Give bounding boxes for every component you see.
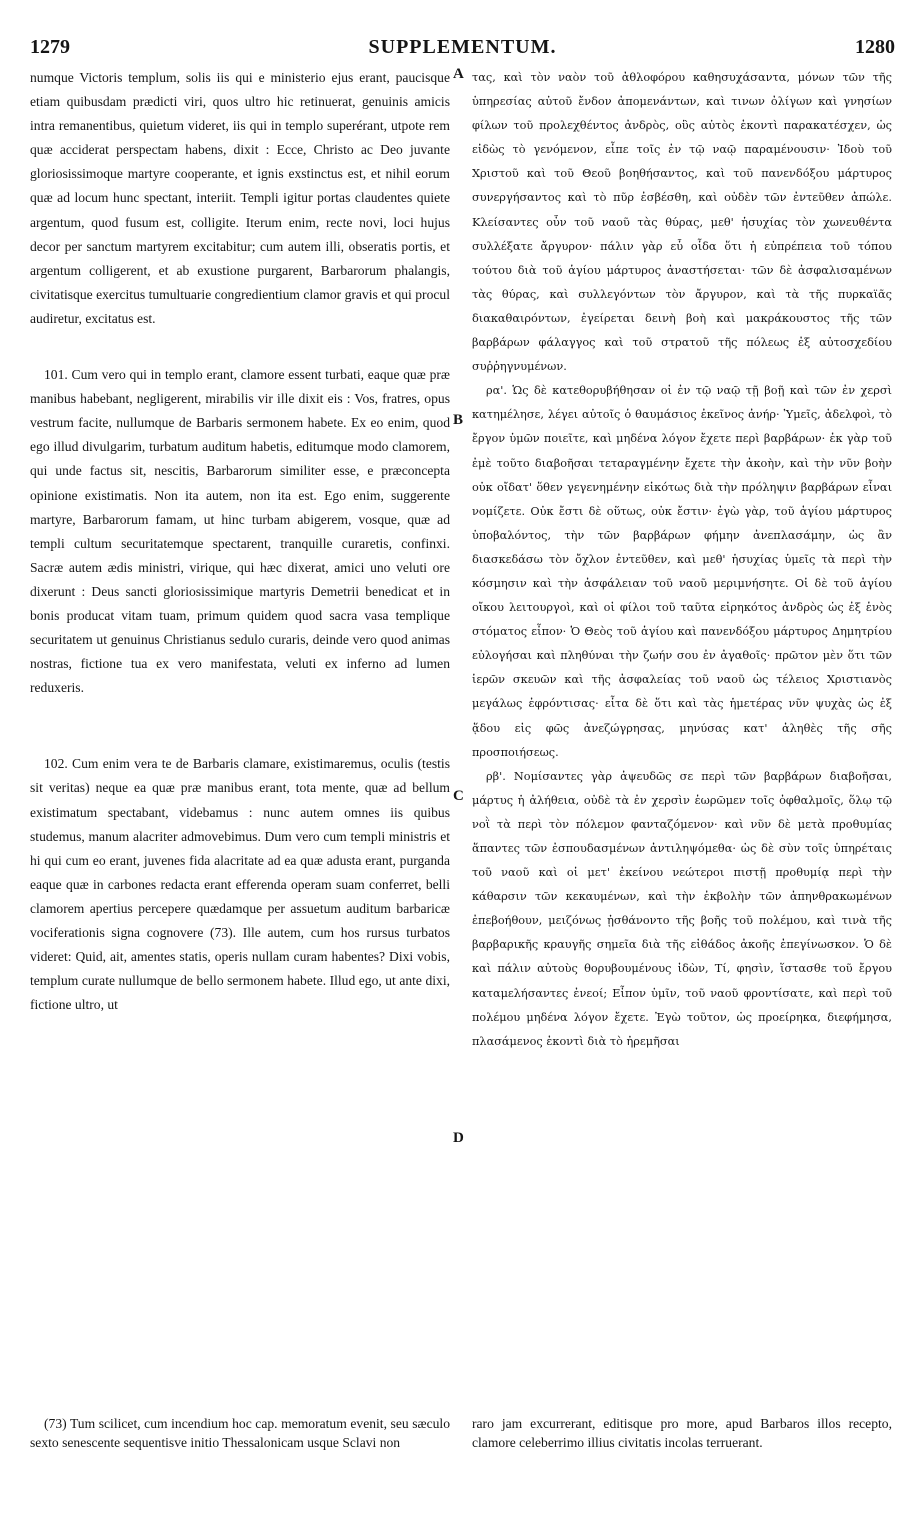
greek-column bbox=[472, 66, 892, 1054]
section-marker-a: A bbox=[453, 66, 464, 82]
footnote-73: (73) Tum scilicet, cum incendium hoc cap. memoratum evenit, seu sæculo sexto senescente sequentisve initio Thessalonicam usque Sclavi non bbox=[30, 1416, 450, 1450]
page-number-left: 1279 bbox=[30, 36, 70, 58]
latin-paragraph-101: 101. Cum vero qui in templo erant, clamore essent turbati, eaque quæ præ manibus habebant, negligerent, mirabilis vir ille dixit eis : Vos, fratres, opus vestrum facite, nullumque de Barbaris sermonem habete. Ex eo enim, quod ego illud divulgarim, turbatum auditum habetis, editumque modo clamorem, qui unde factus sit, nescitis, Barbarorum similiter esse, e præconcepta opinione existimatis. Non ita autem, non ita est. Ego enim, suggerente martyre, Barbarorum famam, ut hinc turbam abigerem, vosque, quæ ad templi cultum securitatemque spectarent, tranquille curaretis, confinxi. Sacræ autem ædis ministri, virique, qui hæc dixerat, amici uno veluti ore dixerunt : Deus sancti gloriosissimique martyris Demetrii benedicat et in bonis producat vitam tuam, primum quidem quod sacra vasa templique securitatem ut genuinus Christianus sedulo curaris, deinde vero quod animas nostras, fictione tua ex vero manifestata, veluti ex inferno ad lumen reduxeris. bbox=[30, 367, 450, 696]
footnote-73-continued: raro jam excurrerant, editisque pro more, apud Barbaros illos recepto, clamore celeberrimo illius civitatis incolas terruerant. bbox=[472, 1416, 892, 1450]
greek-paragraph-100: τας, καὶ τὸν ναὸν τοῦ ἀθλοφόρου καθησυχάσαντα, μόνων τῶν τῆς ὑπηρεσίας αὐτοῦ ἔνδον ἀπομενάντων, καὶ τινων ὀλίγων καὶ γνησίων φίλων τοῦ προλεχθέντος ἀνδρὸς, οὓς αὐτὸς ἑκοντὶ παρακατέσχεν, ὡς εἰδὼς τὸ γενόμενον, εἶπε τοῖς ἐν τῷ ναῷ παραμένουσιν· Ἰδοὺ τοῦ Χριστοῦ καὶ τοῦ Θεοῦ βοηθήσαντος, καὶ τοῦ πανενδόξου μάρτυρος συνεργήσαντος καὶ τὸ πῦρ ἐσβέσθη, καὶ οὐδὲν τῶν ἐντεῦθεν ἀπώλε. Κλείσαντες οὖν τοῦ ναοῦ τὰς θύρας, μεθ' ἡσυχίας τὸν χωνευθέντα συλλέξατε ἄργυρον· πάλιν γὰρ εὖ οἶδα ὅτι ἡ εὐπρέπεια τοῦ τόπου τούτου διὰ τοῦ ἁγίου μάρτυρος ἀναστήσεται· τῶν δὲ ἀσφαλισαμένων τὰς θύρας, καὶ συλλεγόντων τὸν ἄργυρον, καὶ τὰ τῆς πυρκαϊᾶς διακαθαιρόντων, ἐγείρεται δεινὴ βοὴ καὶ μακράκουστος τῆς τῶν βαρβάρων φάλαγγος καὶ τοῦ στρατοῦ τῆς πόλεως ἐξ αὐτοσχεδίου συῤῥηγνυμένων. bbox=[472, 71, 892, 374]
page-header bbox=[30, 36, 895, 62]
section-marker-d: D bbox=[453, 1130, 464, 1146]
latin-paragraph-100: numque Victoris templum, solis iis qui e ministerio ejus erant, paucisque etiam quibusdam prædicti viri, quos ultro hic retinuerat, genuinis amicis intra remanentibus, quietum videret, iis qui in templo superérant, utpote rem quæ acciderat perspectam habens, dixit : Ecce, Christo ac Deo juvante gloriosissimoque martyre cooperante, et ignis exstinctus est, et nihil eorum quæ ad locum hunc spectant, interiit. Templi igitur portas claudentes quiete argentum, quod fusum est, colligite. Iterum enim, recte novi, loci hujus decor per sanctum martyrem excitabitur; cum autem illi, obseratis portis, et argentum colligerent, et ab exustione purgarent, Barbarorum phalangis, civitatisque exercitus tumultuarie congredientium clamor gravis et qui procul audiretur, excitatus est. bbox=[30, 70, 450, 326]
running-title: SUPPLEMENTUM. bbox=[368, 36, 557, 58]
latin-paragraph-102: 102. Cum enim vera te de Barbaris clamare, existimaremus, oculis (testis sit veritas) neque ea quæ præ manibus erant, tota mente, quæ ad bellum existimatum spectabant, videbamus : nunc autem omnes iis quibus studemus, manum alacriter admovebimus. Dum vero cum templi ministris et hi qui cum eo erant, juvenes fida alacritate ad ea quæ adusta erant, purganda eaque quæ in carbones redacta erant efferenda operam suam conferret, belli clamorem apertius percepere quædamque per assuetum auditum barbaricæ vociferationis signa cognovere (73). Ille autem, cum hos rursus turbatos videret: Quid, ait, amentes statis, operis nullam curam habentes? Dixi vobis, templum curate nullumque de bello sermonem habete. Illud ego, ut ante dixi, fictione ultro, ut bbox=[30, 756, 450, 1013]
page-number-right: 1280 bbox=[855, 36, 895, 58]
section-marker-b: B bbox=[453, 412, 464, 428]
section-marker-c: C bbox=[453, 788, 464, 804]
greek-paragraph-101: ρα'. Ὡς δὲ κατεθορυβήθησαν οἱ ἐν τῷ ναῷ τῇ βοῇ καὶ τῶν ἐν χερσὶ κατημέλησε, λέγει αὐτοῖς ὁ θαυμάσιος ἐκεῖνος ἀνήρ· Ὑμεῖς, ἀδελφοὶ, τὸ ἔργον ὑμῶν ποιεῖτε, καὶ μηδένα λόγον ἔχετε περὶ βαρβάρων· ἐκ γὰρ τοῦ ἐμὲ τοῦτο διαβοῆσαι τεταραγμένην ἔχετε τὴν ἀκοὴν, καὶ τὴν νῦν βοὴν οὐκ οἴδατ' ὅθεν γεγενημένην εἰκότως διὰ τὴν πρόληψιν βαρβάρων εἶναι νομίζετε. Οὐκ ἔστι δὲ οὕτως, οὐκ ἔστιν· ἐγὼ γὰρ, τοῦ ἁγίου μάρτυρος ὑποβαλόντος, τὴν τῶν βαρβάρων φήμην ἀνεπλασάμην, ὡς ἂν διασκεδάσω τὸν ὄχλον ἐντεῦθεν, καὶ μεθ' ἡσυχίας ὑμεῖς τὰ περὶ τὴν κόσμησιν καὶ τὴν ἀσφάλειαν τοῦ ναοῦ μεριμνήσητε. Οἱ δὲ τοῦ ἁγίου οἴκου λειτουργοὶ, καὶ οἱ φίλοι τοῦ ταῦτα εἰρηκότος ἀνδρὸς ὡς ἐξ ἑνὸς στόματος εἶπον· Ὁ Θεὸς τοῦ ἁγίου καὶ πανενδόξου μάρτυρος Δημητρίου εὐλογήσαι καὶ πληθύναι τὴν ζωήν σου ἐν ἀγαθοῖς· πρῶτον μὲν ὅτι τῶν ἱερῶν σκευῶν καὶ τῆς ἀσφαλείας τοῦ ναοῦ ὡς τέλειος Χριστιανὸς μεγάλως ἐφρόντισας· εἶτα δὲ ὅτι καὶ τὰς ἡμετέρας νῦν ψυχὰς ὡς ἐξ ᾅδου εἰς φῶς ἀνεζώγρησας, μηνύσας κατ' ἀληθὲς τῆς σῆς προσποιήσεως. bbox=[472, 384, 892, 759]
greek-paragraph-102: ρβ'. Νομίσαντες γὰρ ἀψευδῶς σε περὶ τῶν βαρβάρων διαβοῆσαι, μάρτυς ἡ ἀλήθεια, οὐδὲ τὰ ἐν χερσὶν ἑωρῶμεν τοῖς ὀφθαλμοῖς, ὅλῳ τῷ νοῒ τὰ περὶ τὸν πόλεμον φανταζόμενον· καὶ νῦν δὲ μετὰ προθυμίας ἅπαντες τῶν ἐσπουδασμένων ἀντιληψόμεθα· ὡς δὲ σὺν τοῖς ὑπηρέταις τοῦ ναοῦ καὶ οἱ μετ' ἐκείνου νεώτεροι πιστῇ προθυμίᾳ περὶ τὴν κάθαρσιν τῶν κεκαυμένων, καὶ τὴν ἐκβολὴν τῶν ἀπηνθρακωμένων ἐπεβοήθουν, μειζόνως ᾐσθάνοντο τῆς βοῆς τοῦ πολέμου, καὶ τινὰ τῆς βαρβαρικῆς κραυγῆς σημεῖα διὰ τῆς εἰθάδος ἀκοῆς ἐπεγίνωσκον. Ὁ δὲ καὶ πάλιν αὐτοὺς θορυβουμένους ἰδὼν, Τί, φησὶν, ἵστασθε τοῦ ἔργου καταμελήσαντες ἐνεοί; Εἶπον ὑμῖν, τοῦ ναοῦ φροντίσατε, καὶ περὶ τοῦ πολέμου μηδένα λόγον ἔχετε. Ἐγὼ τοῦτον, ὡς προείρηκα, διεφήμησα, πλασάμενος ἑκοντὶ διὰ τὸ ἠρεμῆσαι bbox=[472, 769, 892, 1048]
footnote-left bbox=[30, 1414, 450, 1452]
footnote-right bbox=[472, 1414, 892, 1452]
latin-column bbox=[30, 66, 450, 1017]
